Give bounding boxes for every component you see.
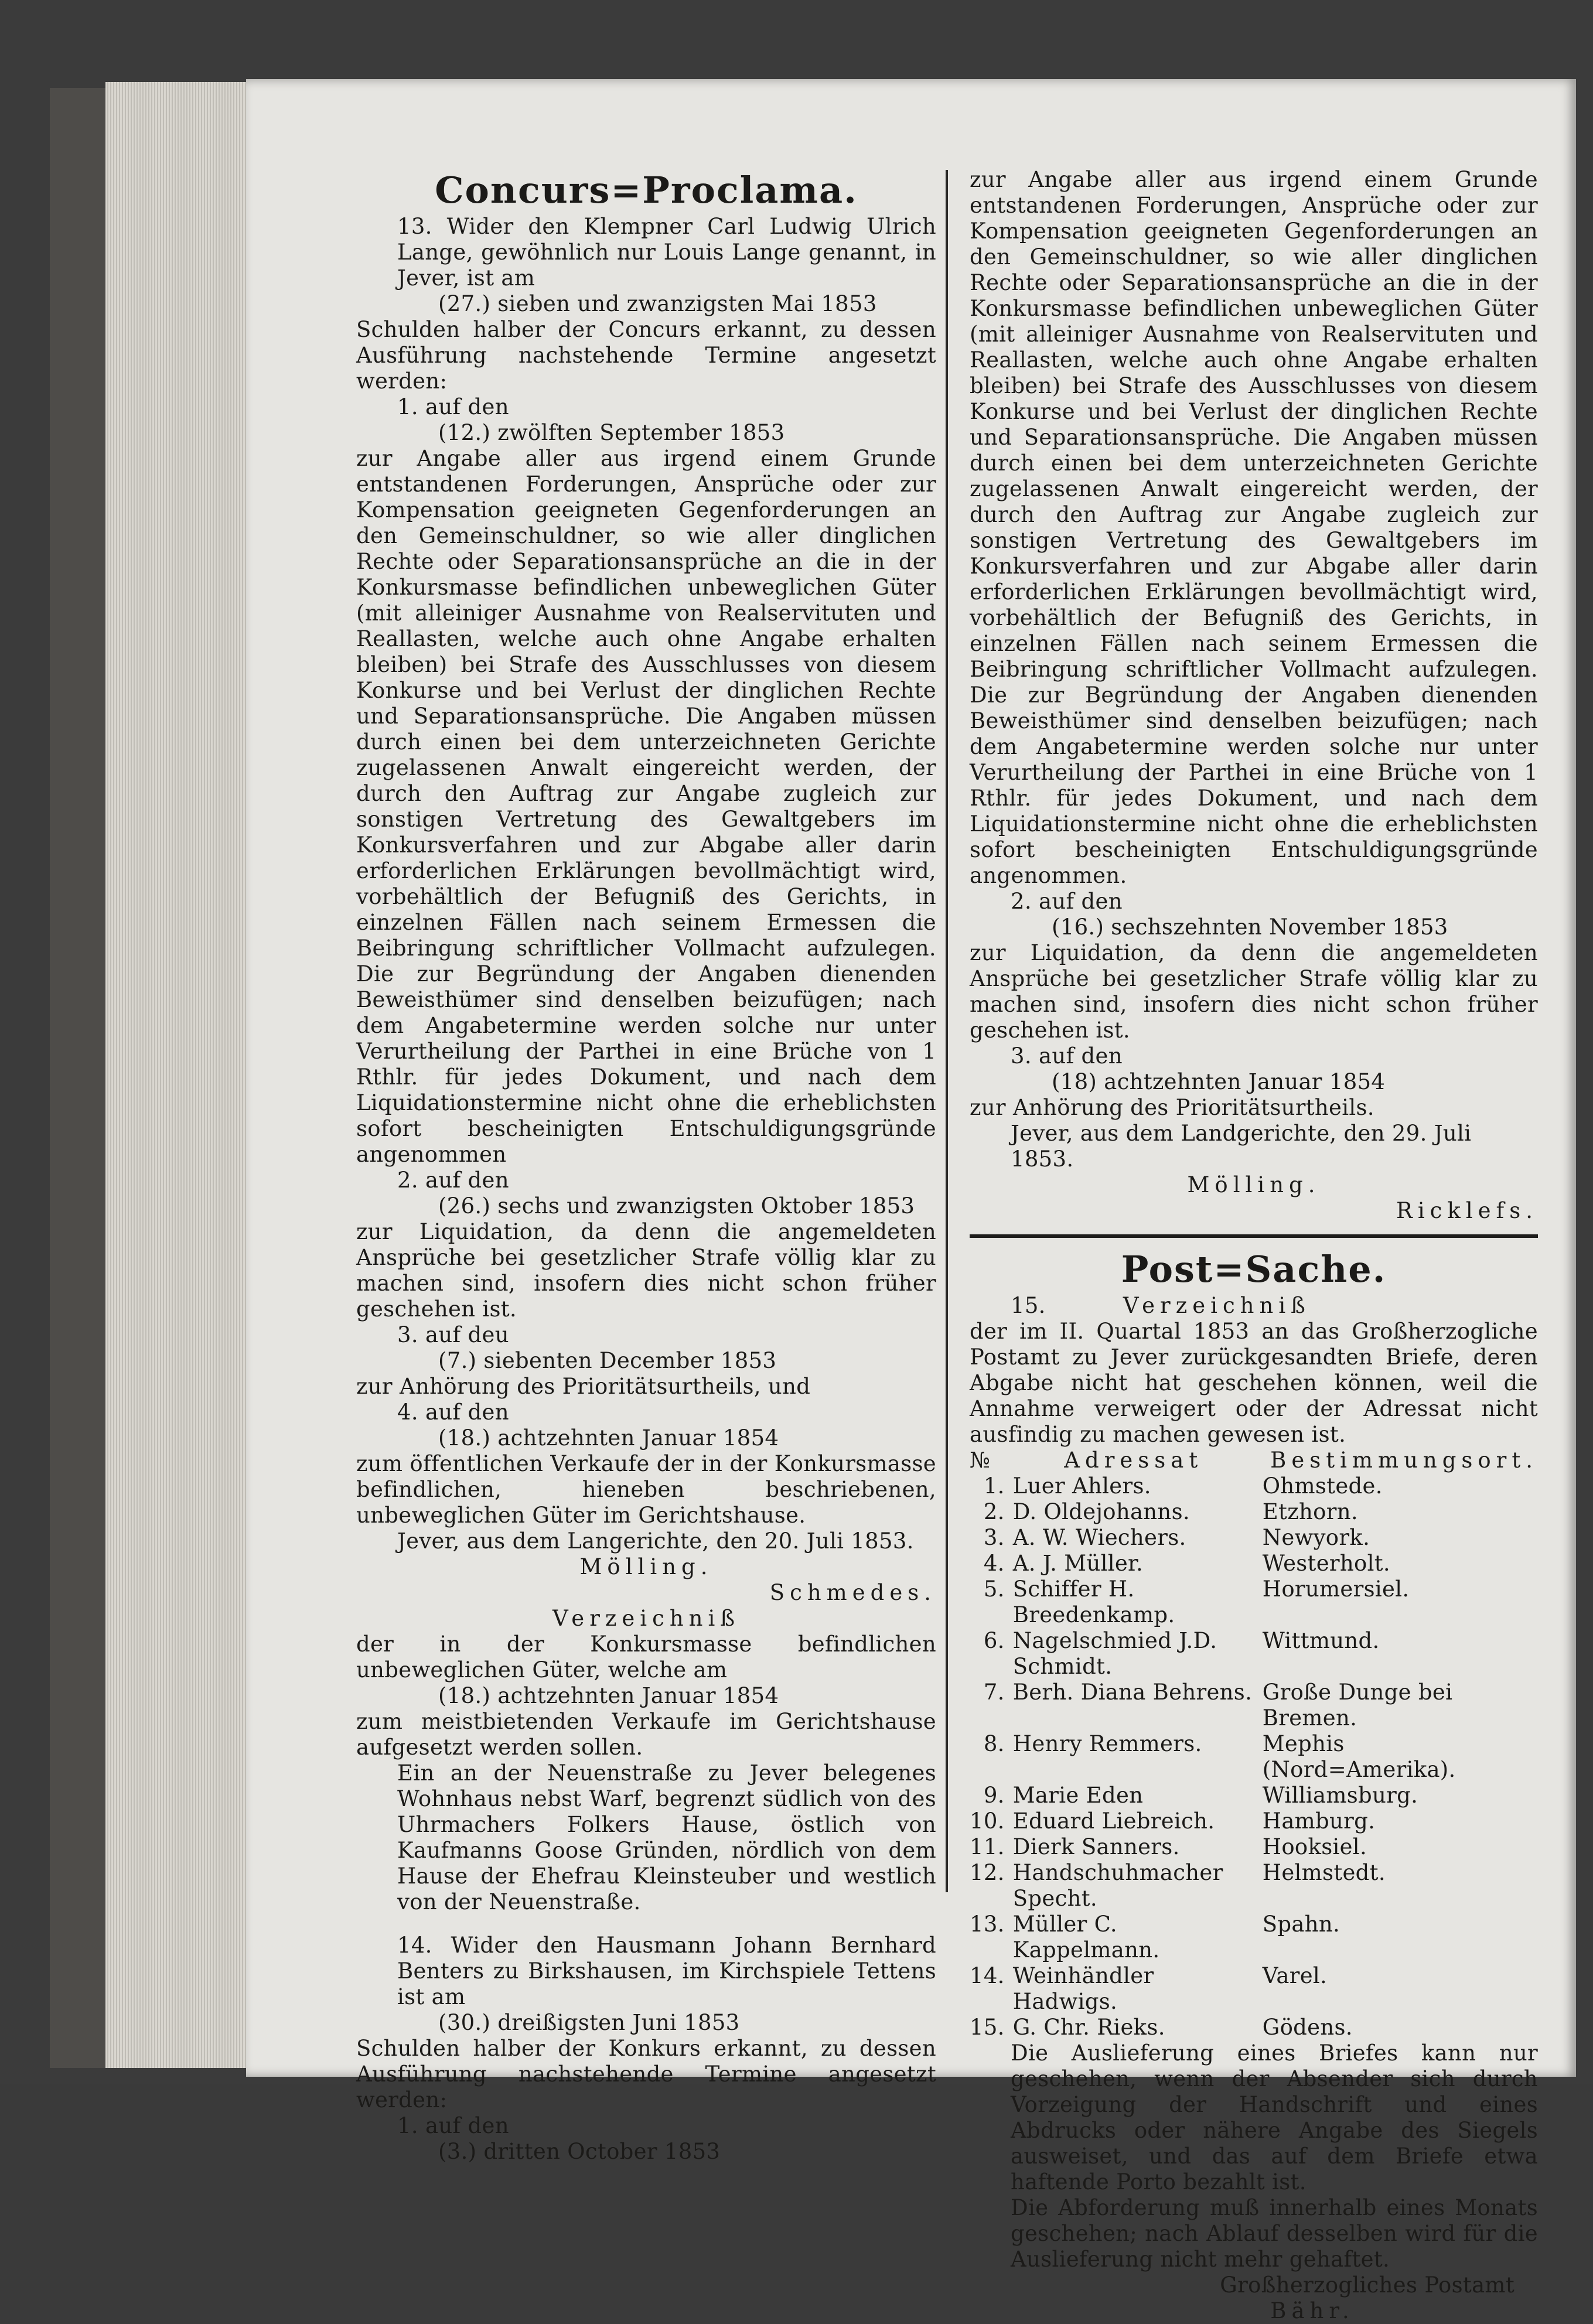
inventory-intro: der in der Konkursmasse befindlichen unbeweglichen Güter, welche am [356,1632,936,1683]
place-date: Jever, aus dem Langerichte, den 20. Juli 1853. [397,1528,914,1554]
row-number: 14. [970,1963,1005,1988]
inventory-property: Ein an der Neuenstraße zu Jever belegenes Wohnhaus nebst Warf, begrenzt südlich von des Uhrmachers Folkers Hause, östlich von Kaufmanns Goose Gründen, nördlich von dem Hause der Ehefrau Kleinsteuber und westlich von der Neuenstraße. [397,1760,936,1915]
row-number: 6. [983,1628,1005,1653]
row-addressee: Luer Ahlers. [1012,1473,1151,1499]
row-addressee: Schiffer H. Breedenkamp. [1012,1576,1175,1627]
notice-14-date: (30.) dreißigsten Juni 1853 [438,2010,740,2035]
term-2-date: (26.) sechs und zwanzigsten Oktober 1853 [438,1193,915,1219]
term-3-label: 3. auf deu [397,1322,509,1347]
table-row [970,1808,1538,1834]
term-1-text: zur Angabe aller aus irgend einem Grunde entstandenen Forderungen, Ansprüche oder zur Kompensation geeigneten Gegenforderungen an den Gemeinschuldner, so wie aller dinglichen Rechte oder Separationsansprüche an die in der Konkursmasse befindlichen unbeweglichen Güter (mit alleiniger Ausnahme von Realservituten und Reallasten, welche auch ohne Angabe erhalten bleiben) bei Strafe des Ausschlusses von diesem Konkurse und bei Verlust der dinglichen Rechte und Separationsansprüche. Die Angaben müssen durch einen bei dem unterzeichneten Gerichte zugelassenen Anwalt eingereicht werden, der durch den Auftrag zur Angabe zugleich zur sonstigen Vertretung des Gewaltgebers im Konkursverfahren und zur Abgabe aller darin erforderlichen Erklärungen bevollmächtigt wird, vorbehältlich der Befugniß des Gerichts, in einzelnen Fällen nach seinem Ermessen die Beibringung schriftlicher Vollmacht aufzulegen. Die zur Begründung der Angaben dienenden Beweisthümer sind denselben beizufügen; nach dem Angabetermine werden solche nur unter Verurtheilung der Parthei in eine Brüche von 1 Rthlr. für jedes Dokument, und nach dem Liquidationstermine nicht ohne die erheblichsten sofort bescheinigten Entschuldigungsgründe angenommen [356,446,936,1167]
table-row [970,1834,1538,1860]
table-row [970,1680,1538,1731]
notice-13-date: (27.) sieben und zwanzigsten Mai 1853 [438,291,877,316]
row-addressee: Henry Remmers. [1012,1731,1202,1756]
row-destination: Spahn. [1262,1912,1340,1937]
claim-note: Die Abforderung muß innerhalb eines Monats geschehen; nach Ablauf desselben wird für die Auslieferung nicht mehr gehaftet. [1011,2195,1538,2272]
table-row [970,1963,1538,2015]
row-destination: Mephis (Nord=Amerika). [1262,1731,1456,1782]
table-row [970,1473,1538,1499]
row-destination: Ohmstede. [1262,1473,1383,1499]
right-term-3-label: 3. auf den [1011,1043,1123,1069]
row-destination: Gödens. [1262,2015,1353,2040]
right-term-2-date: (16.) sechszehnten November 1853 [1052,914,1448,940]
signature-schmedes: Schmedes. [769,1580,936,1605]
term-2-text: zur Liquidation, da denn die angemeldeten Ansprüche bei gesetzlicher Strafe völlig klar zu machen sind, insofern dies nicht schon früher geschehen ist. [356,1219,936,1322]
table-row [970,1912,1538,1963]
row-number: 12. [970,1860,1005,1885]
col-header-addressee: Adressat [1064,1448,1203,1473]
row-addressee: Dierk Sanners. [1012,1834,1180,1859]
row-addressee: Eduard Liebreich. [1012,1808,1215,1834]
row-addressee: Müller C. Kappelmann. [1012,1912,1160,1963]
row-addressee: G. Chr. Rieks. [1012,2015,1165,2040]
row-addressee: A. W. Wiechers. [1012,1525,1186,1550]
row-addressee: Marie Eden [1012,1783,1144,1808]
inventory-date: (18.) achtzehnten Januar 1854 [438,1683,779,1708]
inventory-sale-text: zum meistbietenden Verkaufe im Gerichtshause aufgesetzt werden sollen. [356,1709,936,1760]
row-addressee: A. J. Müller. [1012,1551,1144,1576]
returned-letters-table [970,1448,1538,2040]
notice-15-title: Verzeichniß [1123,1293,1311,1318]
row-destination: Williamsburg. [1262,1783,1418,1808]
notice-15-number: 15. [1011,1293,1046,1318]
page-edges [105,82,246,2068]
post-office-signature: Großherzogliches Postamt [1220,2272,1514,2298]
postmaster-name: Bähr. [1270,2298,1355,2323]
column-divider [946,170,948,1892]
notice-14-intro: 14. Wider den Hausmann Johann Bernhard Benters zu Birkshausen, im Kirchspiele Tettens ist am [397,1933,936,2009]
row-number: 10. [970,1808,1005,1834]
signature-molling: Mölling. [579,1554,713,1579]
term-3-date: (7.) siebenten December 1853 [438,1348,777,1373]
term-4-date: (18.) achtzehnten Januar 1854 [438,1425,779,1451]
section-heading-post: Post=Sache. [1121,1248,1387,1291]
row-number: 7. [983,1680,1005,1705]
row-number: 4. [983,1551,1005,1576]
table-header-row [970,1448,1538,1473]
row-addressee: Weinhändler Hadwigs. [1012,1963,1154,2014]
right-term-2-label: 2. auf den [1011,889,1123,914]
row-destination: Hamburg. [1262,1808,1376,1834]
term-3-text: zur Anhörung des Prioritätsurtheils, und [356,1374,811,1399]
table-row [970,1628,1538,1680]
right-place-date: Jever, aus dem Landgerichte, den 29. Juli 1853. [1011,1121,1472,1172]
section-heading-concurs: Concurs=Proclama. [435,169,858,211]
notice-14-term-1-label: 1. auf den [397,2113,509,2138]
table-row [970,1860,1538,1912]
row-number: 8. [983,1731,1005,1756]
row-destination: Newyork. [1262,1525,1370,1550]
row-destination: Westerholt. [1262,1551,1390,1576]
continued-text: zur Angabe aller aus irgend einem Grunde entstandenen Forderungen, Ansprüche oder zur Kompensation geeigneten Gegenforderungen an den Gemeinschuldner, so wie aller dinglichen Rechte oder Separationsansprüche an die in der Konkursmasse befindlichen unbeweglichen Güter (mit alleiniger Ausnahme von Realservituten und Reallasten, welche auch ohne Angabe erhalten bleiben) bei Strafe des Ausschlusses von diesem Konkurse und bei Verlust der dinglichen Rechte und Separationsansprüche. Die Angaben müssen durch einen bei dem unterzeichneten Gerichte zugelassenen Anwalt eingereicht werden, der durch den Auftrag zur Angabe zugleich zur sonstigen Vertretung des Gewaltgebers im Konkursverfahren und zur Abgabe aller darin erforderlichen Erklärungen bevollmächtigt wird, vorbehältlich der Befugniß des Gerichts, in einzelnen Fällen nach seinem Ermessen die Beibringung schriftlicher Vollmacht aufzulegen. Die zur Begründung der Angaben dienenden Beweisthümer sind denselben beizufügen; nach dem Angabetermine werden solche nur unter Verurtheilung der Parthei in eine Brüche von 1 Rthlr. für jedes Dokument, und nach dem Liquidationstermine nicht ohne die erheblichsten sofort bescheinigten Entschuldigungsgründe angenommen. [970,167,1538,888]
row-destination: Varel. [1262,1963,1328,1988]
row-number: 15. [970,2015,1005,2040]
col-header-destination: Bestimmungsort. [1270,1448,1538,1473]
right-signature-ricklefs: Ricklefs. [1396,1198,1538,1223]
row-number: 3. [983,1525,1005,1550]
col-header-number: № [970,1448,991,1473]
right-term-3-text: zur Anhörung des Prioritätsurtheils. [970,1095,1374,1120]
table-row [970,1525,1538,1551]
row-addressee: D. Oldejohanns. [1012,1499,1190,1524]
row-number: 2. [983,1499,1005,1524]
right-signature-molling: Mölling. [1187,1172,1321,1197]
right-column [970,167,1538,2324]
term-4-label: 4. auf den [397,1400,509,1425]
row-number: 13. [970,1912,1005,1937]
row-number: 5. [983,1576,1005,1602]
term-1-label: 1. auf den [397,394,509,419]
row-destination: Hooksiel. [1262,1834,1367,1859]
notice-15-header [970,1293,1538,1319]
row-number: 9. [983,1783,1005,1808]
table-row [970,1731,1538,1783]
term-1-date: (12.) zwölften September 1853 [438,420,785,445]
row-destination: Etzhorn. [1262,1499,1358,1524]
row-destination: Wittmund. [1262,1628,1380,1653]
row-number: 1. [983,1473,1005,1499]
book-spine [50,88,108,2068]
notice-14-text: Schulden halber der Konkurs erkannt, zu dessen Ausführung nachstehende Termine angesetzt werden: [356,2036,936,2113]
table-row [970,2015,1538,2040]
notice-14-term-1-date: (3.) dritten October 1853 [438,2139,721,2164]
right-term-3-date: (18) achtzehnten Januar 1854 [1052,1069,1386,1094]
section-rule [970,1234,1538,1238]
delivery-note: Die Auslieferung eines Briefes kann nur geschehen, wenn der Absender sich durch Vorzeigung der Handschrift und eines Abdrucks oder nähere Angabe des Siegels ausweiset, und das auf dem Briefe etwa haftende Porto bezahlt ist. [1011,2040,1538,2195]
right-term-2-text: zur Liquidation, da denn die angemeldeten Ansprüche bei gesetzlicher Strafe völlig klar zu machen sind, insofern dies nicht schon früher geschehen ist. [970,940,1538,1043]
row-destination: Große Dunge bei Bremen. [1262,1680,1453,1731]
notice-13-text: Schulden halber der Concurs erkannt, zu dessen Ausführung nachstehende Termine angesetzt werden: [356,317,936,394]
notice-15-text: der im II. Quartal 1853 an das Großherzogliche Postamt zu Jever zurückgesandten Briefe, deren Abgabe nicht hat geschehen können, weil die Annahme verweigert oder der Adressat nicht ausfindig zu machen gewesen ist. [970,1319,1538,1447]
row-addressee: Nagelschmied J.D. Schmidt. [1012,1628,1217,1679]
table-row [970,1551,1538,1576]
row-destination: Horumersiel. [1262,1576,1410,1602]
term-4-text: zum öffentlichen Verkaufe der in der Konkursmasse befindlichen, hieneben beschriebenen, unbeweglichen Güter im Gerichtshause. [356,1451,936,1528]
left-column [356,167,936,2165]
row-addressee: Berh. Diana Behrens. [1012,1680,1253,1705]
inventory-title: Verzeichniß [552,1606,741,1631]
notice-13-intro: 13. Wider den Klempner Carl Ludwig Ulrich Lange, gewöhnlich nur Louis Lange genannt, in Jever, ist am [397,214,936,291]
table-row [970,1576,1538,1628]
row-number: 11. [970,1834,1005,1859]
row-destination: Helmstedt. [1262,1860,1386,1885]
term-2-label: 2. auf den [397,1168,509,1193]
table-row [970,1499,1538,1525]
table-row [970,1783,1538,1808]
row-addressee: Handschuhmacher Specht. [1012,1860,1223,1911]
